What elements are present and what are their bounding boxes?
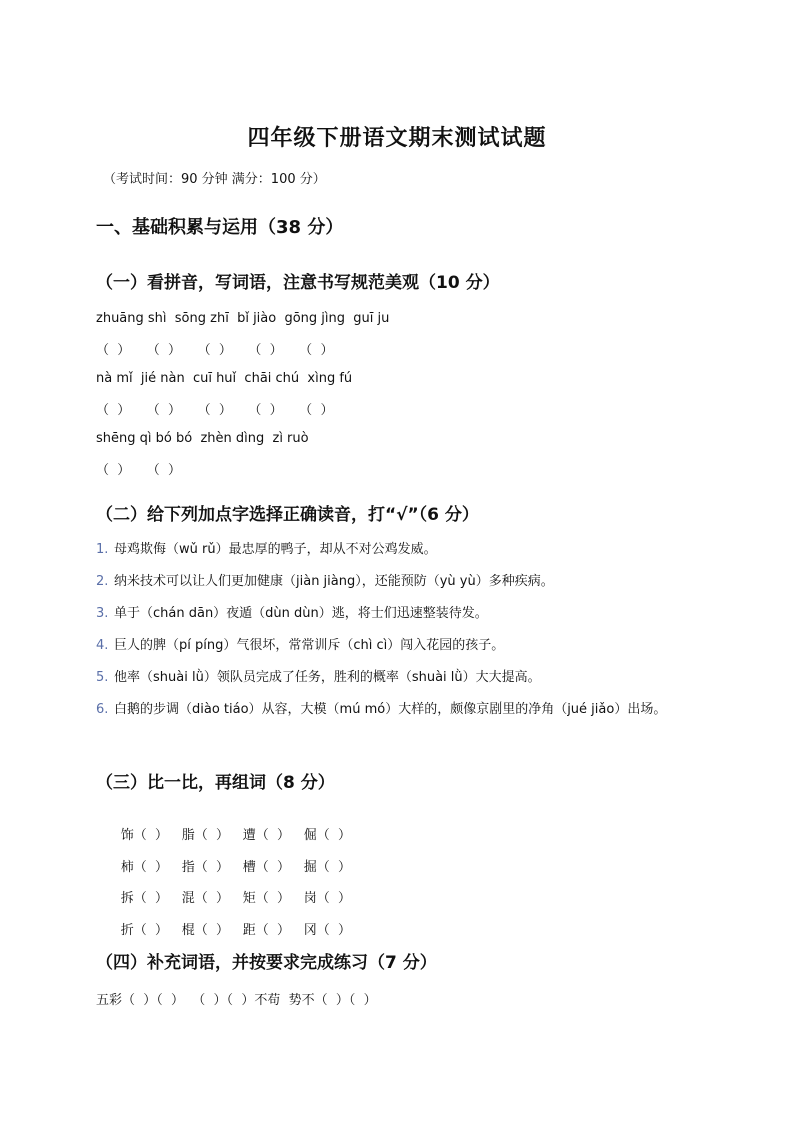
question-text: 单于（chán dān）夜遁（dùn dùn）逃，将士们迅速整装待发。	[114, 606, 488, 621]
question-number: 3.	[96, 606, 109, 621]
question-text: 母鸡欺侮（wǔ rǔ）最忠厚的鸭子，却从不对公鸡发威。	[114, 542, 437, 557]
section3-heading: （三）比一比，再组词（8 分）	[96, 773, 335, 793]
question-number: 4.	[96, 638, 109, 653]
question-item	[96, 698, 706, 722]
char-cell: 冈（ ）	[303, 922, 352, 938]
char-cell: 棍（ ）	[181, 922, 230, 938]
char-cell: 岗（ ）	[303, 891, 352, 906]
char-cell: 倔（ ）	[303, 828, 352, 843]
question-item	[96, 666, 696, 690]
pinyin-row: zhuāng shì sōng zhī bǐ jiào gōng jìng guī ju	[96, 311, 390, 326]
char-cell: 柿（ ）	[120, 859, 169, 875]
char-grid	[96, 809, 365, 938]
char-cell: 拆（ ）	[120, 891, 169, 906]
char-cell: 距（ ）	[242, 922, 291, 938]
char-cell: 混（ ）	[181, 891, 230, 906]
char-row	[96, 872, 365, 904]
char-cell: 掘（ ）	[303, 859, 352, 875]
char-row	[96, 809, 365, 841]
char-cell: 矩（ ）	[242, 891, 291, 906]
pinyin-row: nà mǐ jié nàn cuī huǐ chāi chú xìng fú	[96, 371, 353, 386]
section4-heading: （四）补充词语，并按要求完成练习（7 分）	[96, 953, 437, 973]
pinyin-row: shēng qì bó bó zhèn dìng zì ruò	[96, 431, 309, 446]
question-item	[96, 602, 696, 626]
blank-row: （ ） （ ） （ ） （ ） （ ）	[96, 403, 334, 418]
blank-row: （ ） （ ） （ ） （ ） （ ）	[96, 343, 334, 358]
question-number: 5.	[96, 670, 109, 685]
question-text: 白鹅的步调（diào tiáo）从容，大模（mú mó）大样的，颇像京剧里的净角（jué jiǎo）出场。	[114, 702, 667, 717]
blank-row: （ ） （ ）	[96, 463, 182, 478]
char-cell: 指（ ）	[181, 859, 230, 875]
fill-in-line: 五彩（ ）（ ） （ ）（ ）不苟 势不（ ）（ ）	[96, 993, 377, 1008]
char-cell: 遭（ ）	[242, 828, 291, 843]
question-item	[96, 634, 696, 658]
exam-note: （考试时间：90 分钟 满分：100 分）	[103, 172, 326, 187]
question-number: 2.	[96, 574, 109, 589]
question-item	[96, 538, 696, 562]
question-text: 纳米技术可以让人们更加健康（jiàn jiàng），还能预防（yù yù）多种疾病。	[114, 574, 554, 589]
question-text: 他率（shuài lǜ）领队员完成了任务，胜利的概率（shuài lǜ）大大提高。	[114, 670, 541, 685]
question-text: 巨人的脾（pí píng）气很坏，常常训斥（chì cì）闯入花园的孩子。	[114, 638, 505, 653]
char-cell: 槽（ ）	[242, 859, 291, 875]
section2-heading: （二）给下列加点字选择正确读音，打“√”（6 分）	[96, 505, 479, 525]
char-cell: 折（ ）	[120, 922, 169, 938]
char-cell: 饰（ ）	[120, 828, 169, 843]
question-number: 1.	[96, 542, 109, 557]
page-title: 四年级下册语文期末测试试题	[247, 126, 547, 151]
question-item	[96, 570, 696, 594]
part1-heading: 一、基础积累与运用（38 分）	[96, 217, 344, 238]
char-cell: 脂（ ）	[181, 828, 230, 843]
char-row	[96, 841, 365, 873]
char-row	[96, 904, 365, 936]
question-number: 6.	[96, 702, 109, 717]
section1-heading: （一）看拼音，写词语，注意书写规范美观（10 分）	[96, 273, 500, 293]
